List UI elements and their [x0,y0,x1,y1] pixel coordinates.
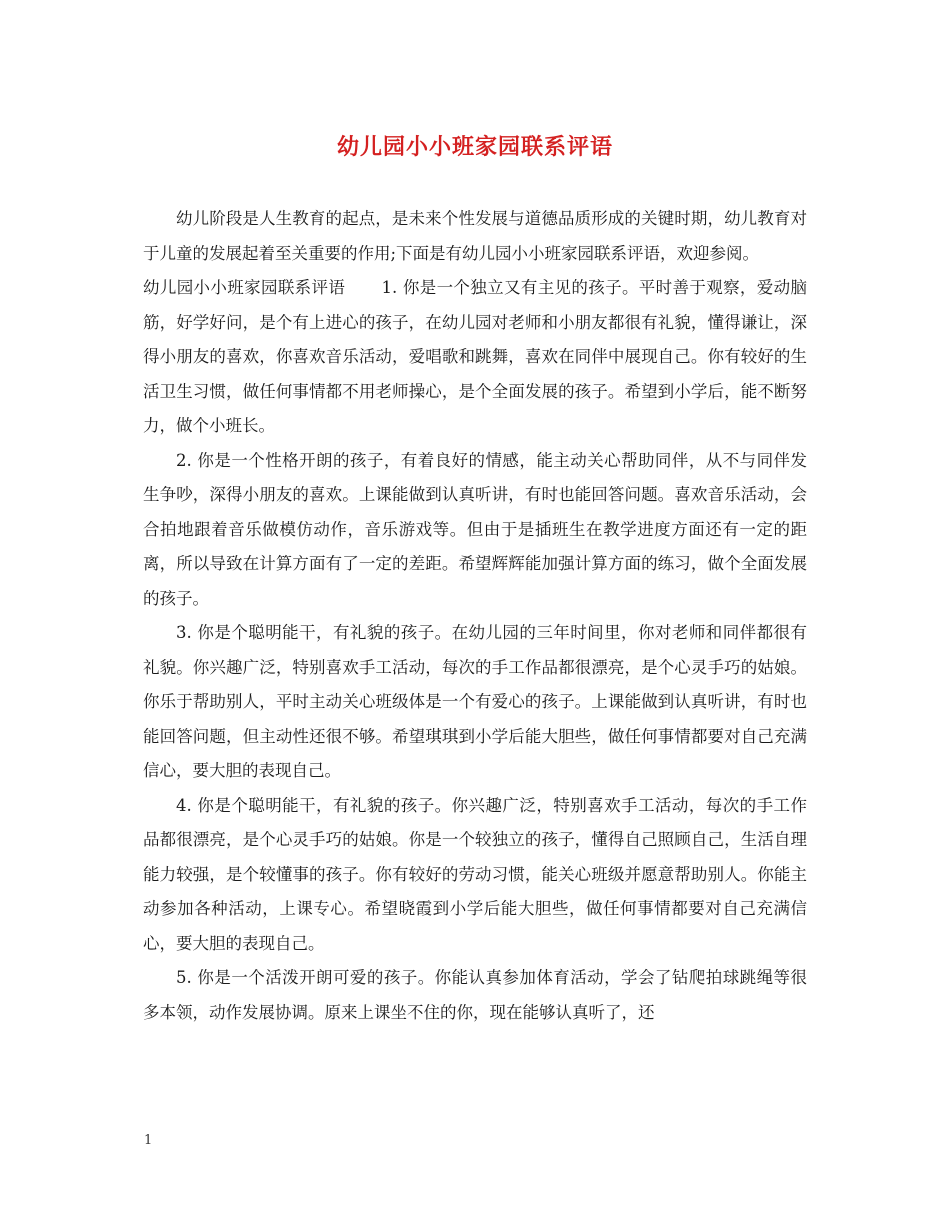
item-4-paragraph: 4. 你是个聪明能干，有礼貌的孩子。你兴趣广泛，特别喜欢手工活动，每次的手工作品都很漂亮，是个心灵手巧的姑娘。你是一个较独立的孩子，懂得自己照顾自己，生活自理能力较强，是个较懂事的孩子。你有较好的劳动习惯，能关心班级并愿意帮助别人。你能主动参加各种活动，上课专心。希望晓霞到小学后能大胆些，做任何事情都要对自己充满信心，要大胆的表现自己。 [143,795,807,953]
item-3-paragraph: 3. 你是个聪明能干，有礼貌的孩子。在幼儿园的三年时间里，你对老师和同伴都很有礼貌。你兴趣广泛，特别喜欢手工活动，每次的手工作品都很漂亮，是个心灵手巧的姑娘。你乐于帮助别人，平时主动关心班级体是一个有爱心的孩子。上课能做到认真听讲，有时也能回答问题，但主动性还很不够。希望琪琪到小学后能大胆些，做任何事情都要对自己充满信心，要大胆的表现自己。 [143,623,807,780]
document-title: 幼儿园小小班家园联系评语 [336,134,613,160]
item-1-text: 1. 你是一个独立又有主见的孩子。平时善于观察，爱动脑筋，好学好问，是个有上进心的孩子，在幼儿园对老师和小朋友都很有礼貌，懂得谦让，深得小朋友的喜欢，你喜欢音乐活动，爱唱歌和跳舞，喜欢在同伴中展现自己。你有较好的生活卫生习惯，做任何事情都不用老师操心，是个全面发展的孩子。希望到小学后，能不断努力，做个小班长。 [143,278,807,435]
intro-paragraph: 幼儿阶段是人生教育的起点，是未来个性发展与道德品质形成的关键时期，幼儿教育对于儿童的发展起着至关重要的作用;下面是有幼儿园小小班家园联系评语，欢迎参阅。 [143,209,807,263]
page-number: 1 [144,1133,153,1148]
document-body [143,202,807,1030]
section-label: 幼儿园小小班家园联系评语 [143,278,346,297]
item-5-paragraph: 5. 你是一个活泼开朗可爱的孩子。你能认真参加体育活动，学会了钻爬拍球跳绳等很多本领，动作发展协调。原来上课坐不住的你，现在能够认真听了，还 [143,968,807,1022]
item-2-paragraph: 2. 你是一个性格开朗的孩子，有着良好的情感，能主动关心帮助同伴，从不与同伴发生争吵，深得小朋友的喜欢。上课能做到认真听讲，有时也能回答问题。喜欢音乐活动，会合拍地跟着音乐做模仿动作，音乐游戏等。但由于是插班生在教学进度方面还有一定的距离，所以导致在计算方面有了一定的差距。希望辉辉能加强计算方面的练习，做个全面发展的孩子。 [143,450,807,608]
section-paragraph-1 [143,271,807,444]
